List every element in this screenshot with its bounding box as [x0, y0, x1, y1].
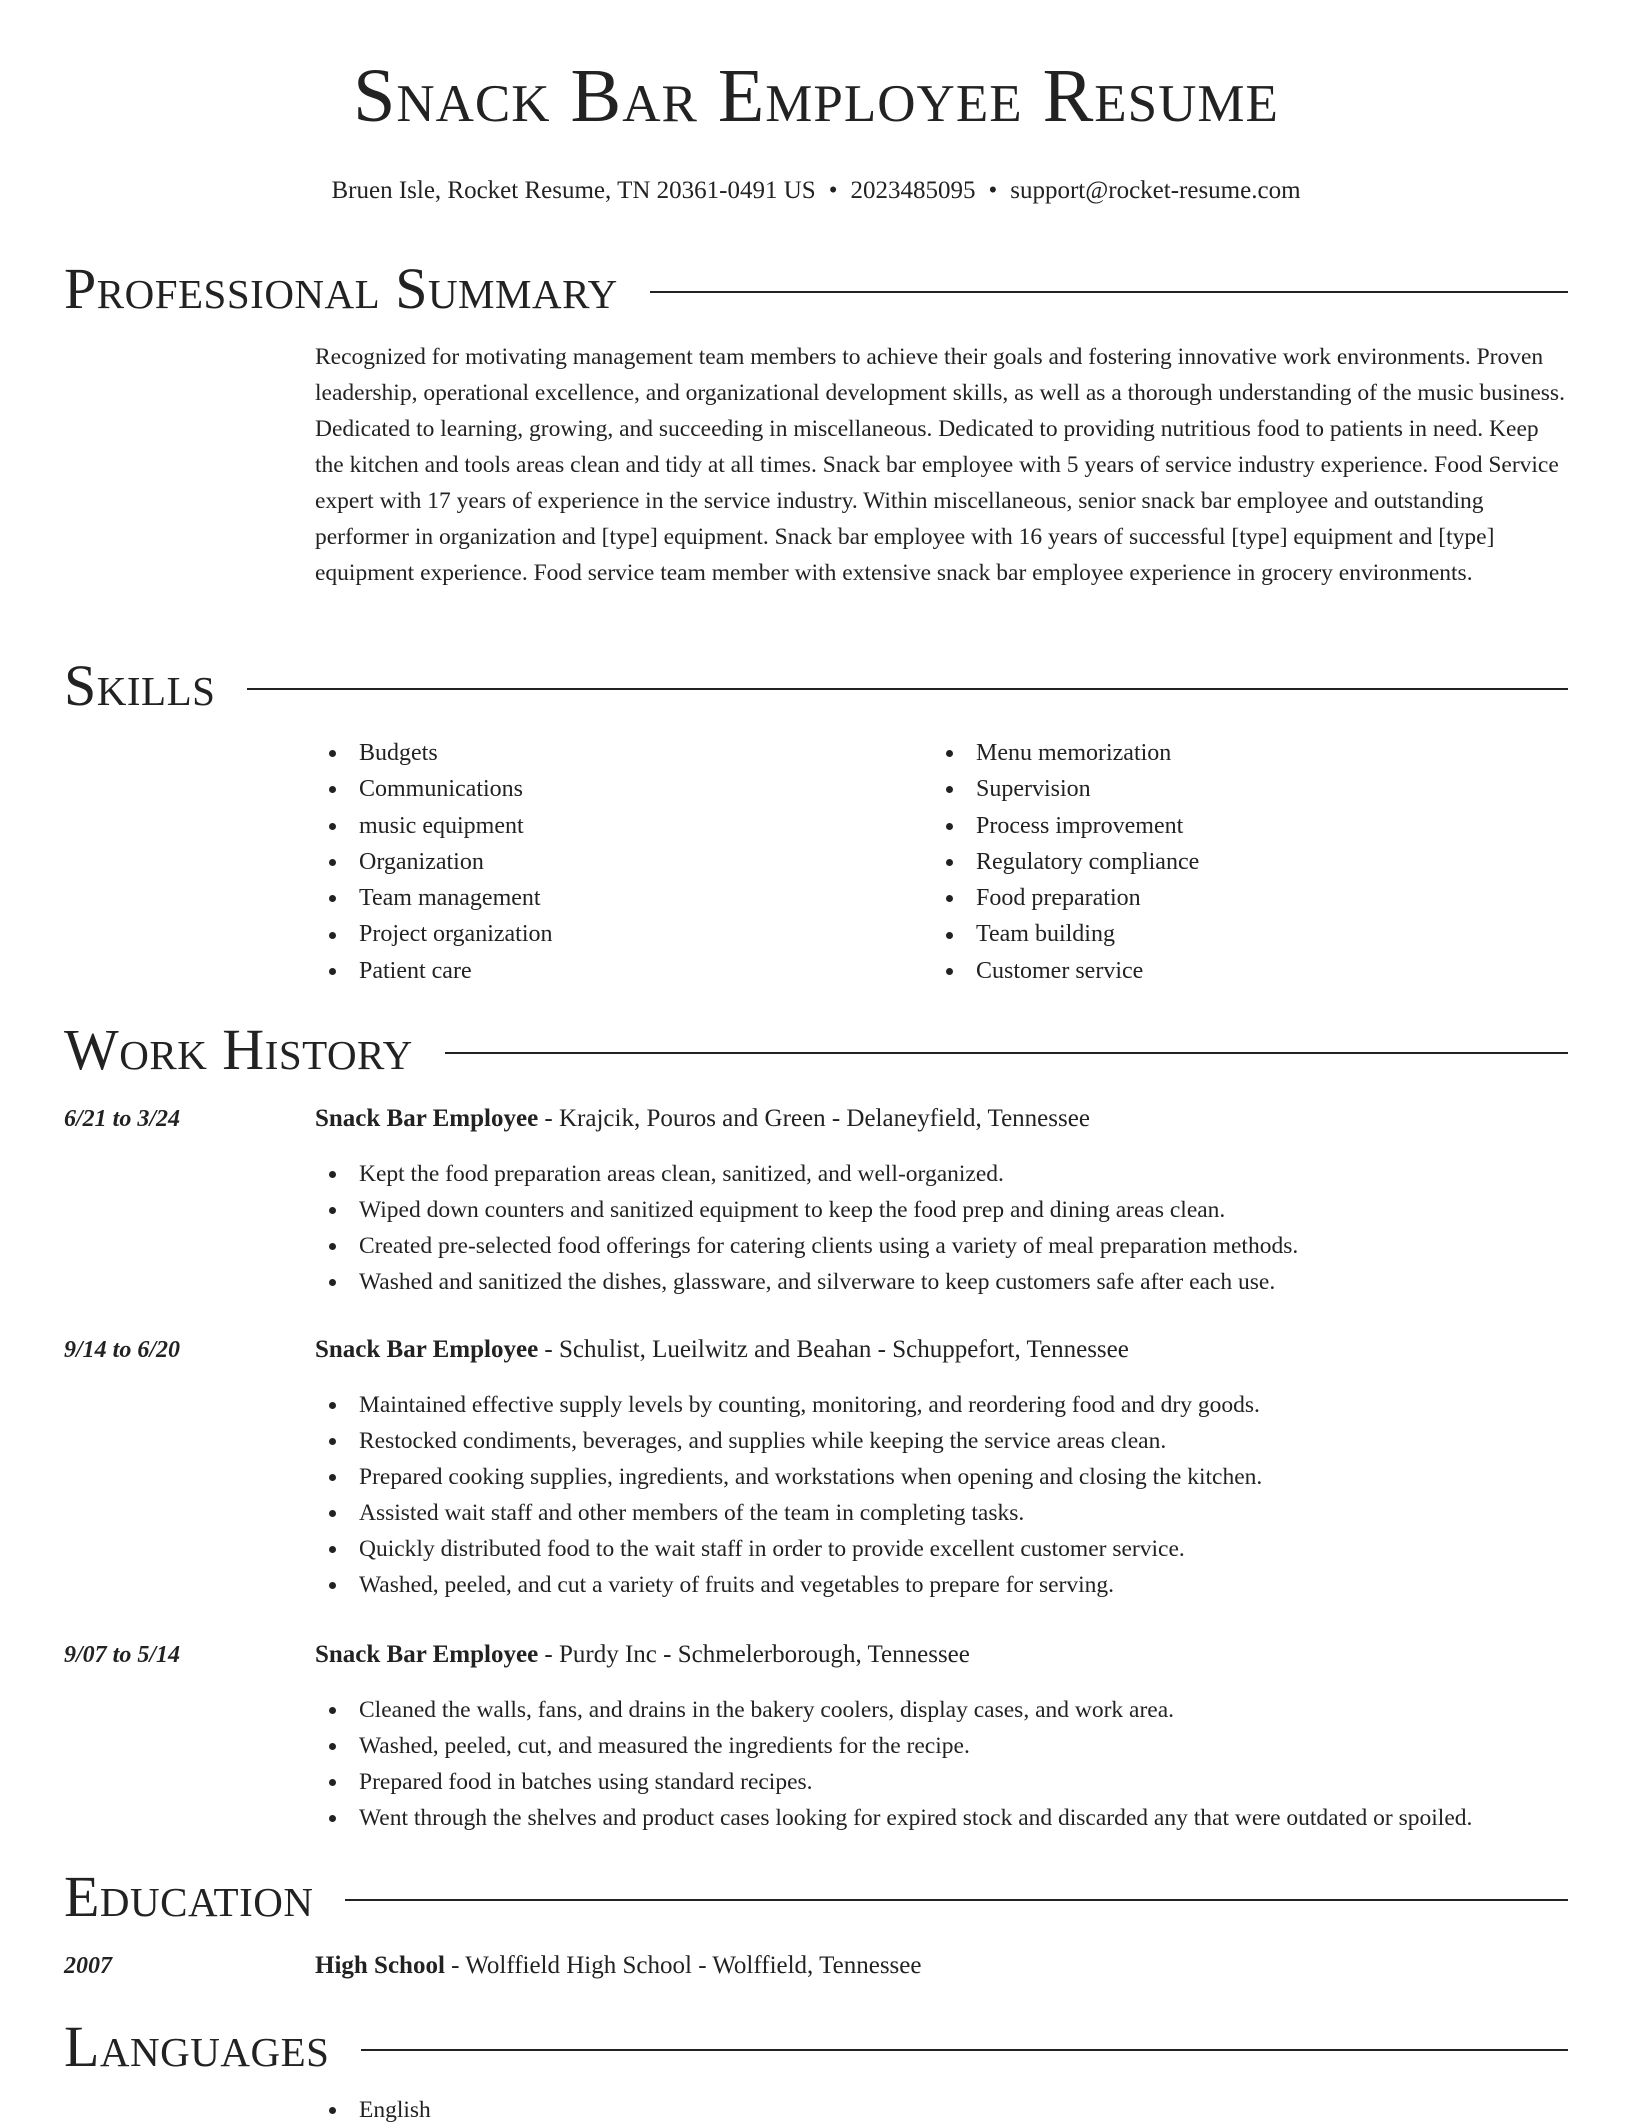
- resume-title: Snack Bar Employee Resume: [353, 54, 1279, 138]
- language-item: English: [315, 2092, 431, 2128]
- contact-address: Bruen Isle, Rocket Resume, TN 20361-0491 US: [331, 177, 816, 204]
- job-heading: [315, 1335, 1129, 1365]
- job-duty: Washed, peeled, cut, and measured the ingredients for the recipe.: [315, 1728, 1472, 1764]
- skill-item: Patient care: [315, 953, 553, 989]
- job-duty: Maintained effective supply levels by counting, monitoring, and reordering food and dry goods.: [315, 1387, 1262, 1423]
- work-section-header: [64, 1017, 1568, 1082]
- skill-item: music equipment: [315, 808, 553, 844]
- section-title: Professional Summary: [64, 256, 618, 321]
- job-duties-list: [315, 1387, 1262, 1603]
- section-title: Work History: [64, 1017, 413, 1082]
- education-date: 2007: [64, 1953, 112, 1979]
- job-employer-location: - Krajcik, Pouros and Green - Delaneyfield, Tennessee: [538, 1105, 1090, 1132]
- education-school-location: - Wolffield High School - Wolffield, Tennessee: [444, 1952, 922, 1979]
- skills-section-header: [64, 653, 1568, 718]
- job-date: 9/14 to 6/20: [64, 1337, 181, 1363]
- section-divider: [247, 688, 1568, 690]
- summary-text: Recognized for motivating management team members to achieve their goals and fostering innovative work environments. Proven leadership, operational excellence, and organizational development skills, as well as a thorough understanding of the music business. Dedicated to learning, growing, and succeeding in miscellaneous. Dedicated to providing nutritious food to patients in need. Keep the kitchen and tools areas clean and tidy at all times. Snack bar employee with 5 years of service industry experience. Food Service expert with 17 years of experience in the service industry. Within miscellaneous, senior snack bar employee and outstanding performer in organization and [type] equipment. Snack bar employee with 16 years of successful [type] equipment and [type] equipment experience. Food service team member with extensive snack bar employee experience in grocery environments.: [315, 344, 1565, 586]
- contact-line: [0, 176, 1632, 206]
- section-title: Skills: [64, 653, 216, 718]
- job-employer-location: - Purdy Inc - Schmelerborough, Tennessee: [538, 1641, 970, 1668]
- job-title: Snack Bar Employee: [315, 1641, 539, 1668]
- job-duty: Prepared cooking supplies, ingredients, and workstations when opening and closing the kitchen.: [315, 1459, 1262, 1495]
- skill-item: Communications: [315, 771, 553, 807]
- section-divider: [445, 1052, 1568, 1054]
- contact-separator: •: [988, 177, 998, 204]
- skills-list-right: [932, 735, 1199, 989]
- job-heading: [315, 1640, 970, 1670]
- job-duty: Cleaned the walls, fans, and drains in the bakery coolers, display cases, and work area.: [315, 1692, 1472, 1728]
- job-heading: [315, 1104, 1090, 1134]
- job-title: Snack Bar Employee: [315, 1336, 539, 1363]
- skill-item: Supervision: [932, 771, 1199, 807]
- job-date: 6/21 to 3/24: [64, 1106, 181, 1132]
- section-divider: [361, 2049, 1568, 2051]
- job-duty: Wiped down counters and sanitized equipment to keep the food prep and dining areas clean.: [315, 1192, 1298, 1228]
- job-title: Snack Bar Employee: [315, 1105, 539, 1132]
- job-date: 9/07 to 5/14: [64, 1642, 181, 1668]
- job-duty: Washed and sanitized the dishes, glassware, and silverware to keep customers safe after each use.: [315, 1264, 1298, 1300]
- skill-item: Menu memorization: [932, 735, 1199, 771]
- job-duty: Assisted wait staff and other members of the team in completing tasks.: [315, 1495, 1262, 1531]
- section-title: Languages: [64, 2014, 330, 2079]
- section-divider: [650, 291, 1568, 293]
- contact-phone: 2023485095: [850, 177, 976, 204]
- skills-list-left: [315, 735, 553, 989]
- education-degree: High School: [315, 1952, 445, 1979]
- section-divider: [345, 1899, 1568, 1901]
- contact-separator: •: [828, 177, 838, 204]
- job-employer-location: - Schulist, Lueilwitz and Beahan - Schuppefort, Tennessee: [538, 1336, 1129, 1363]
- education-entry: [315, 1951, 921, 1981]
- skill-item: Regulatory compliance: [932, 844, 1199, 880]
- job-duty: Washed, peeled, and cut a variety of fruits and vegetables to prepare for serving.: [315, 1567, 1262, 1603]
- skill-item: Team building: [932, 916, 1199, 952]
- contact-email[interactable]: support@rocket-resume.com: [1010, 177, 1301, 204]
- skill-item: Process improvement: [932, 808, 1199, 844]
- skill-item: Team management: [315, 880, 553, 916]
- skill-item: Project organization: [315, 916, 553, 952]
- education-section-header: [64, 1864, 1568, 1929]
- summary-section-header: [64, 256, 1568, 321]
- job-duty: Created pre-selected food offerings for catering clients using a variety of meal preparation methods.: [315, 1228, 1298, 1264]
- skill-item: Budgets: [315, 735, 553, 771]
- job-duty: Went through the shelves and product cases looking for expired stock and discarded any that were outdated or spoiled.: [315, 1800, 1472, 1836]
- job-duty: Prepared food in batches using standard recipes.: [315, 1764, 1472, 1800]
- languages-section-header: [64, 2014, 1568, 2079]
- job-duty: Kept the food preparation areas clean, sanitized, and well-organized.: [315, 1156, 1298, 1192]
- skill-item: Organization: [315, 844, 553, 880]
- section-title: Education: [64, 1864, 314, 1929]
- skill-item: Food preparation: [932, 880, 1199, 916]
- job-duty: Quickly distributed food to the wait staff in order to provide excellent customer service.: [315, 1531, 1262, 1567]
- job-duties-list: [315, 1692, 1472, 1836]
- job-duties-list: [315, 1156, 1298, 1300]
- skill-item: Customer service: [932, 953, 1199, 989]
- job-duty: Restocked condiments, beverages, and supplies while keeping the service areas clean.: [315, 1423, 1262, 1459]
- languages-list: [315, 2092, 431, 2128]
